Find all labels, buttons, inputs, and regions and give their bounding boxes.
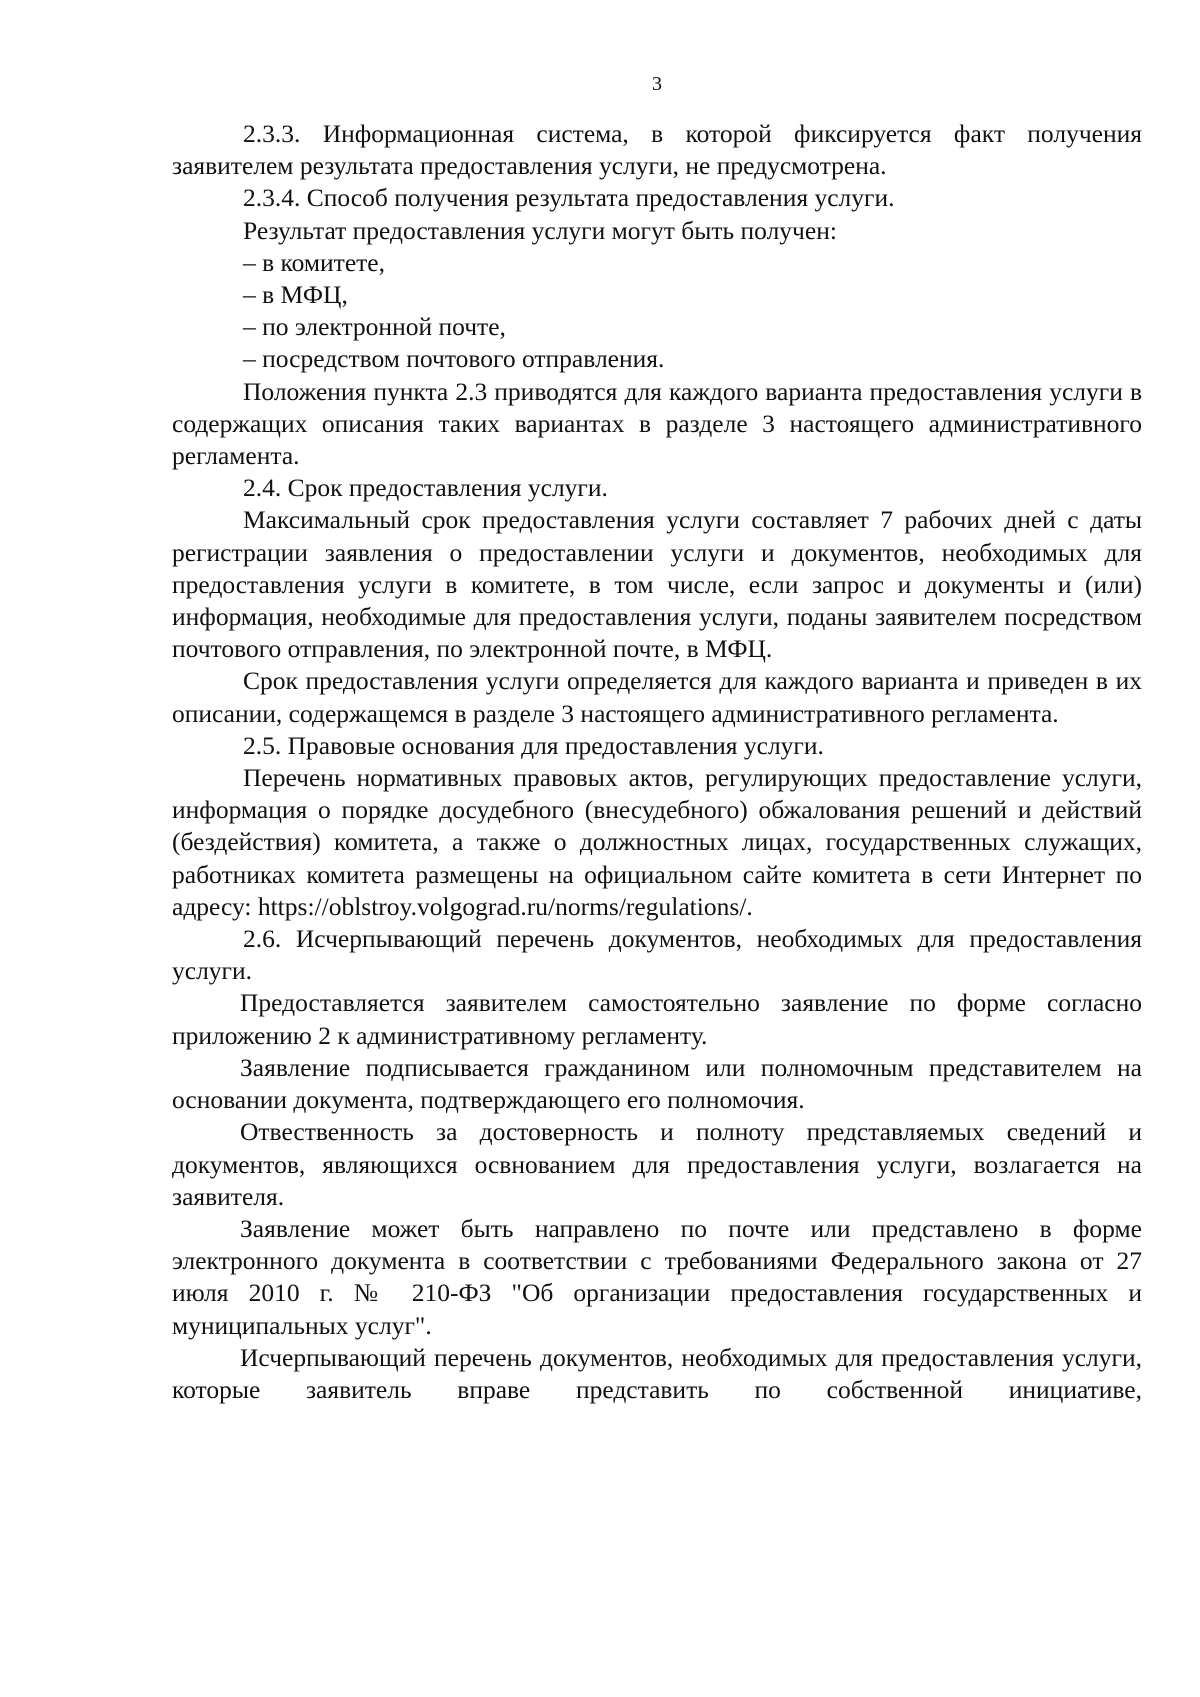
paragraph-2-6: 2.6. Исчерпывающий перечень документов, необходимых для предоставления услуги.: [172, 924, 1142, 986]
list-item: – в МФЦ,: [243, 280, 348, 310]
paragraph-2-3-4: 2.3.4. Способ получения результата предоставления услуги.: [243, 183, 895, 213]
paragraph-2-4: 2.4. Срок предоставления услуги.: [243, 473, 608, 503]
page-number: 3: [652, 73, 662, 95]
paragraph-responsibility: Отвественность за достоверность и полноту представляемых сведений и документов, являющихся освнованием для предоставления услуги, возлагается на заявителя.: [172, 1117, 1142, 1211]
list-item: – посредством почтового отправления.: [243, 344, 665, 374]
paragraph-electronic-form: Заявление может быть направлено по почте или представлено в форме электронного документа в соответствии с требованиями Федерального закона от 27 июля 2010 г. № 210-ФЗ "Об организации предоставления государственных и муниципальных услуг".: [172, 1213, 1142, 1340]
paragraph-exhaustive-list: Исчерпывающий перечень документов, необходимых для предоставления услуги, которые заявитель вправе представить по собственной инициативе,: [172, 1342, 1142, 1404]
list-item: – в комитете,: [243, 247, 385, 277]
paragraph-result-intro: Результат предоставления услуги могут быть получен:: [243, 215, 837, 245]
paragraph-application-signed: Заявление подписывается гражданином или полномочным представителем на основании документа, подтверждающего его полномочия.: [172, 1052, 1142, 1115]
paragraph-legal-acts: Перечень нормативных правовых актов, регулирующих предоставление услуги, информация о порядке досудебного (внесудебного) обжалования решений и действий (бездействия) комитета, а также о должностных лицах, государственных служащих, работниках комитета размещены на официальном сайте комитета в сети Интернет по адресу: https://oblstroy.volgograd.ru/norms/regulations/.: [172, 763, 1142, 921]
paragraph-term-variant: Срок предоставления услуги определяется для каждого варианта и приведен в их описании, содержащемся в разделе 3 настоящего административного регламента.: [172, 666, 1142, 728]
paragraph-application-form: Предоставляется заявителем самостоятельно заявление по форме согласно приложению 2 к административному регламенту.: [172, 988, 1142, 1050]
paragraph-2-3-3: 2.3.3. Информационная система, в которой фиксируется факт получения заявителем результата предоставления услуги, не предусмотрена.: [172, 119, 1142, 181]
paragraph-2-5: 2.5. Правовые основания для предоставления услуги.: [243, 730, 824, 760]
list-item: – по электронной почте,: [243, 312, 506, 342]
paragraph-provisions: Положения пункта 2.3 приводятся для каждого варианта предоставления услуги в содержащих описания таких вариантах в разделе 3 настоящего административного регламента.: [172, 376, 1142, 471]
paragraph-max-term: Максимальный срок предоставления услуги составляет 7 рабочих дней с даты регистрации заявления о предоставлении услуги и документов, необходимых для предоставления услуги в комитете, в том числе, если запрос и документы и (или) информация, необходимые для предоставления услуги, поданы заявителем посредством почтового отправления, по электронной почте, в МФЦ.: [172, 505, 1142, 664]
